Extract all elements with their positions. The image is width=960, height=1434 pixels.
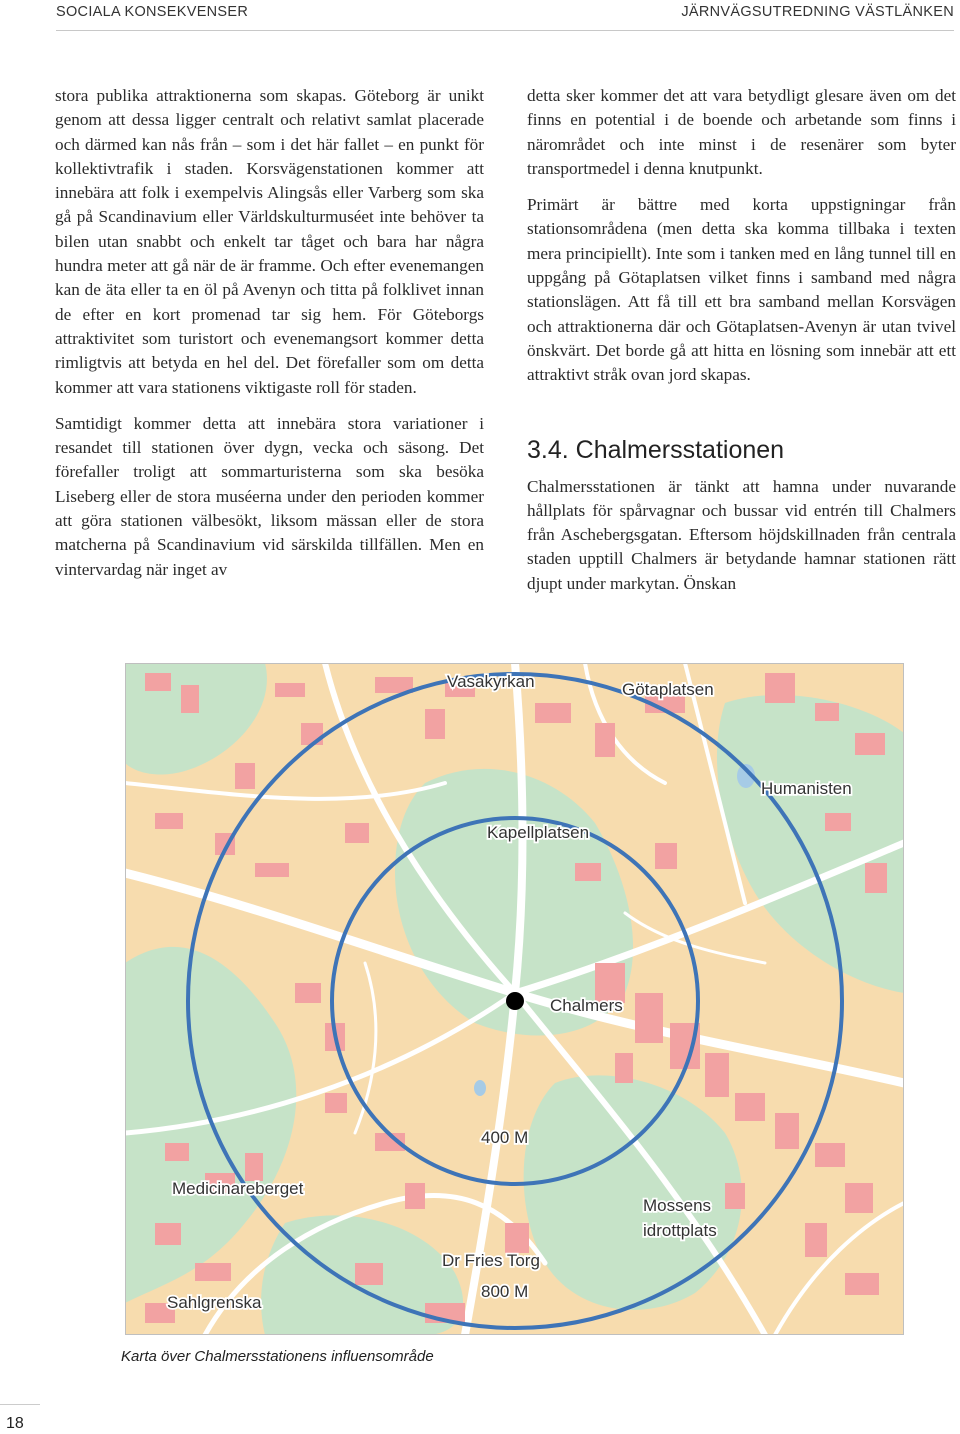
map-water (474, 1080, 486, 1096)
body-paragraph: stora publika attraktionerna som skapas. Göteborg är unikt genom att dessa ligger centralt och relativt samlat placerade och därmed kan nås från – som i det här fallet – en punkt för kollektivtrafik i staden. Korsvägenstationen kommer att innebära att folk i exempelvis Alingsås eller Varberg som ska gå på Scandinavium eller Världskulturmuséet inte behöver ta bilen utan snabbt och enkelt tar tåget och bara har några hundra meter att gå när de är framme. Och efter evenemangen kan de äta eller ta en öl på Avenyn och titta på folklivet innan de efter en kort promenad tar sig hem. För Göteborgs attraktivitet som turistort och evenemangsort kommer detta rimligtvis att betyda en hel del. Det förefaller som om detta kommer att vara stationens viktigaste roll för staden. (55, 86, 484, 397)
header-divider (56, 30, 954, 31)
section-heading: 3.4. Chalmersstationen (527, 435, 785, 464)
body-paragraph: Samtidigt kommer detta att innebära stora variationer i resandet till stationen över dygn, vecka och säsong. Det förefaller troligt att sommarturisterna som ska besöka Liseberg eller de stora muséerna under den perioden kommer att göra stationen välbesökt, liksom mässan eller de stora matcherna på Scandinavium vid särskilda tillfällen. Men en vintervardag när inget av (55, 413, 484, 579)
footer-divider (0, 1404, 40, 1405)
map-label-radius-inner: 400 M (481, 1128, 529, 1147)
map-label-gotaplatsen: Götaplatsen (622, 680, 714, 699)
map-caption: Karta över Chalmersstationens influensområde (121, 1348, 434, 1365)
map-label-dr-fries-torg: Dr Fries Torg (442, 1251, 540, 1270)
map-label-chalmers: Chalmers (550, 996, 623, 1015)
map-label-idrottplats: idrottplats (643, 1221, 717, 1240)
map-label-vasakyrkan: Vasakyrkan (447, 672, 535, 691)
left-text-column (55, 84, 484, 594)
running-header-section: SOCIALA KONSEKVENSER (56, 4, 249, 20)
map-label-radius-outer: 800 M (481, 1282, 529, 1301)
influence-area-map (125, 663, 904, 1335)
running-header-title: JÄRNVÄGSUTREDNING VÄSTLÄNKEN (681, 4, 954, 20)
body-paragraph: detta sker kommer det att vara betydligt glesare även om det finns en potential i de boende och arbetande som finns i närområdet och inte minst i de resenärer som byter transportmedel i denna knutpunkt. (527, 86, 956, 178)
body-paragraph: Chalmersstationen är tänkt att hamna under nuvarande hållplats för spårvagnar och bussar vid entrén till Chalmers från Aschebergsgatan. Eftersom höjdskillnaden från centrala staden upptill Chalmers är betydande hamnar stationen rätt djupt under markytan. Önskan (527, 476, 956, 593)
map-label-kapellplatsen: Kapellplatsen (487, 823, 590, 842)
map-label-mossens: Mossens (643, 1196, 712, 1215)
map-label-medicinareberget: Medicinareberget (172, 1179, 304, 1198)
station-marker (506, 992, 524, 1010)
map-label-humanisten: Humanisten (761, 779, 852, 798)
map-label-sahlgrenska: Sahlgrenska (167, 1293, 262, 1312)
page-number: 18 (6, 1415, 24, 1432)
right-text-column (527, 84, 956, 608)
body-paragraph: Primärt är bättre med korta uppstigningar från stationsområdena (men detta ska komma tillbaka i texten mera principiellt). Inte som i tanken med en lång tunnel till en uppgång på Götaplatsen vilket finns i samband med några stationslägen. Att få till ett bra samband mellan Korsvägen och attraktionerna där och Götaplatsen-Avenyn är utan tvivel önskvärt. Det borde gå att hitta en lösning som innebär att ett attraktivt stråk ovan jord skapas. (527, 195, 956, 385)
